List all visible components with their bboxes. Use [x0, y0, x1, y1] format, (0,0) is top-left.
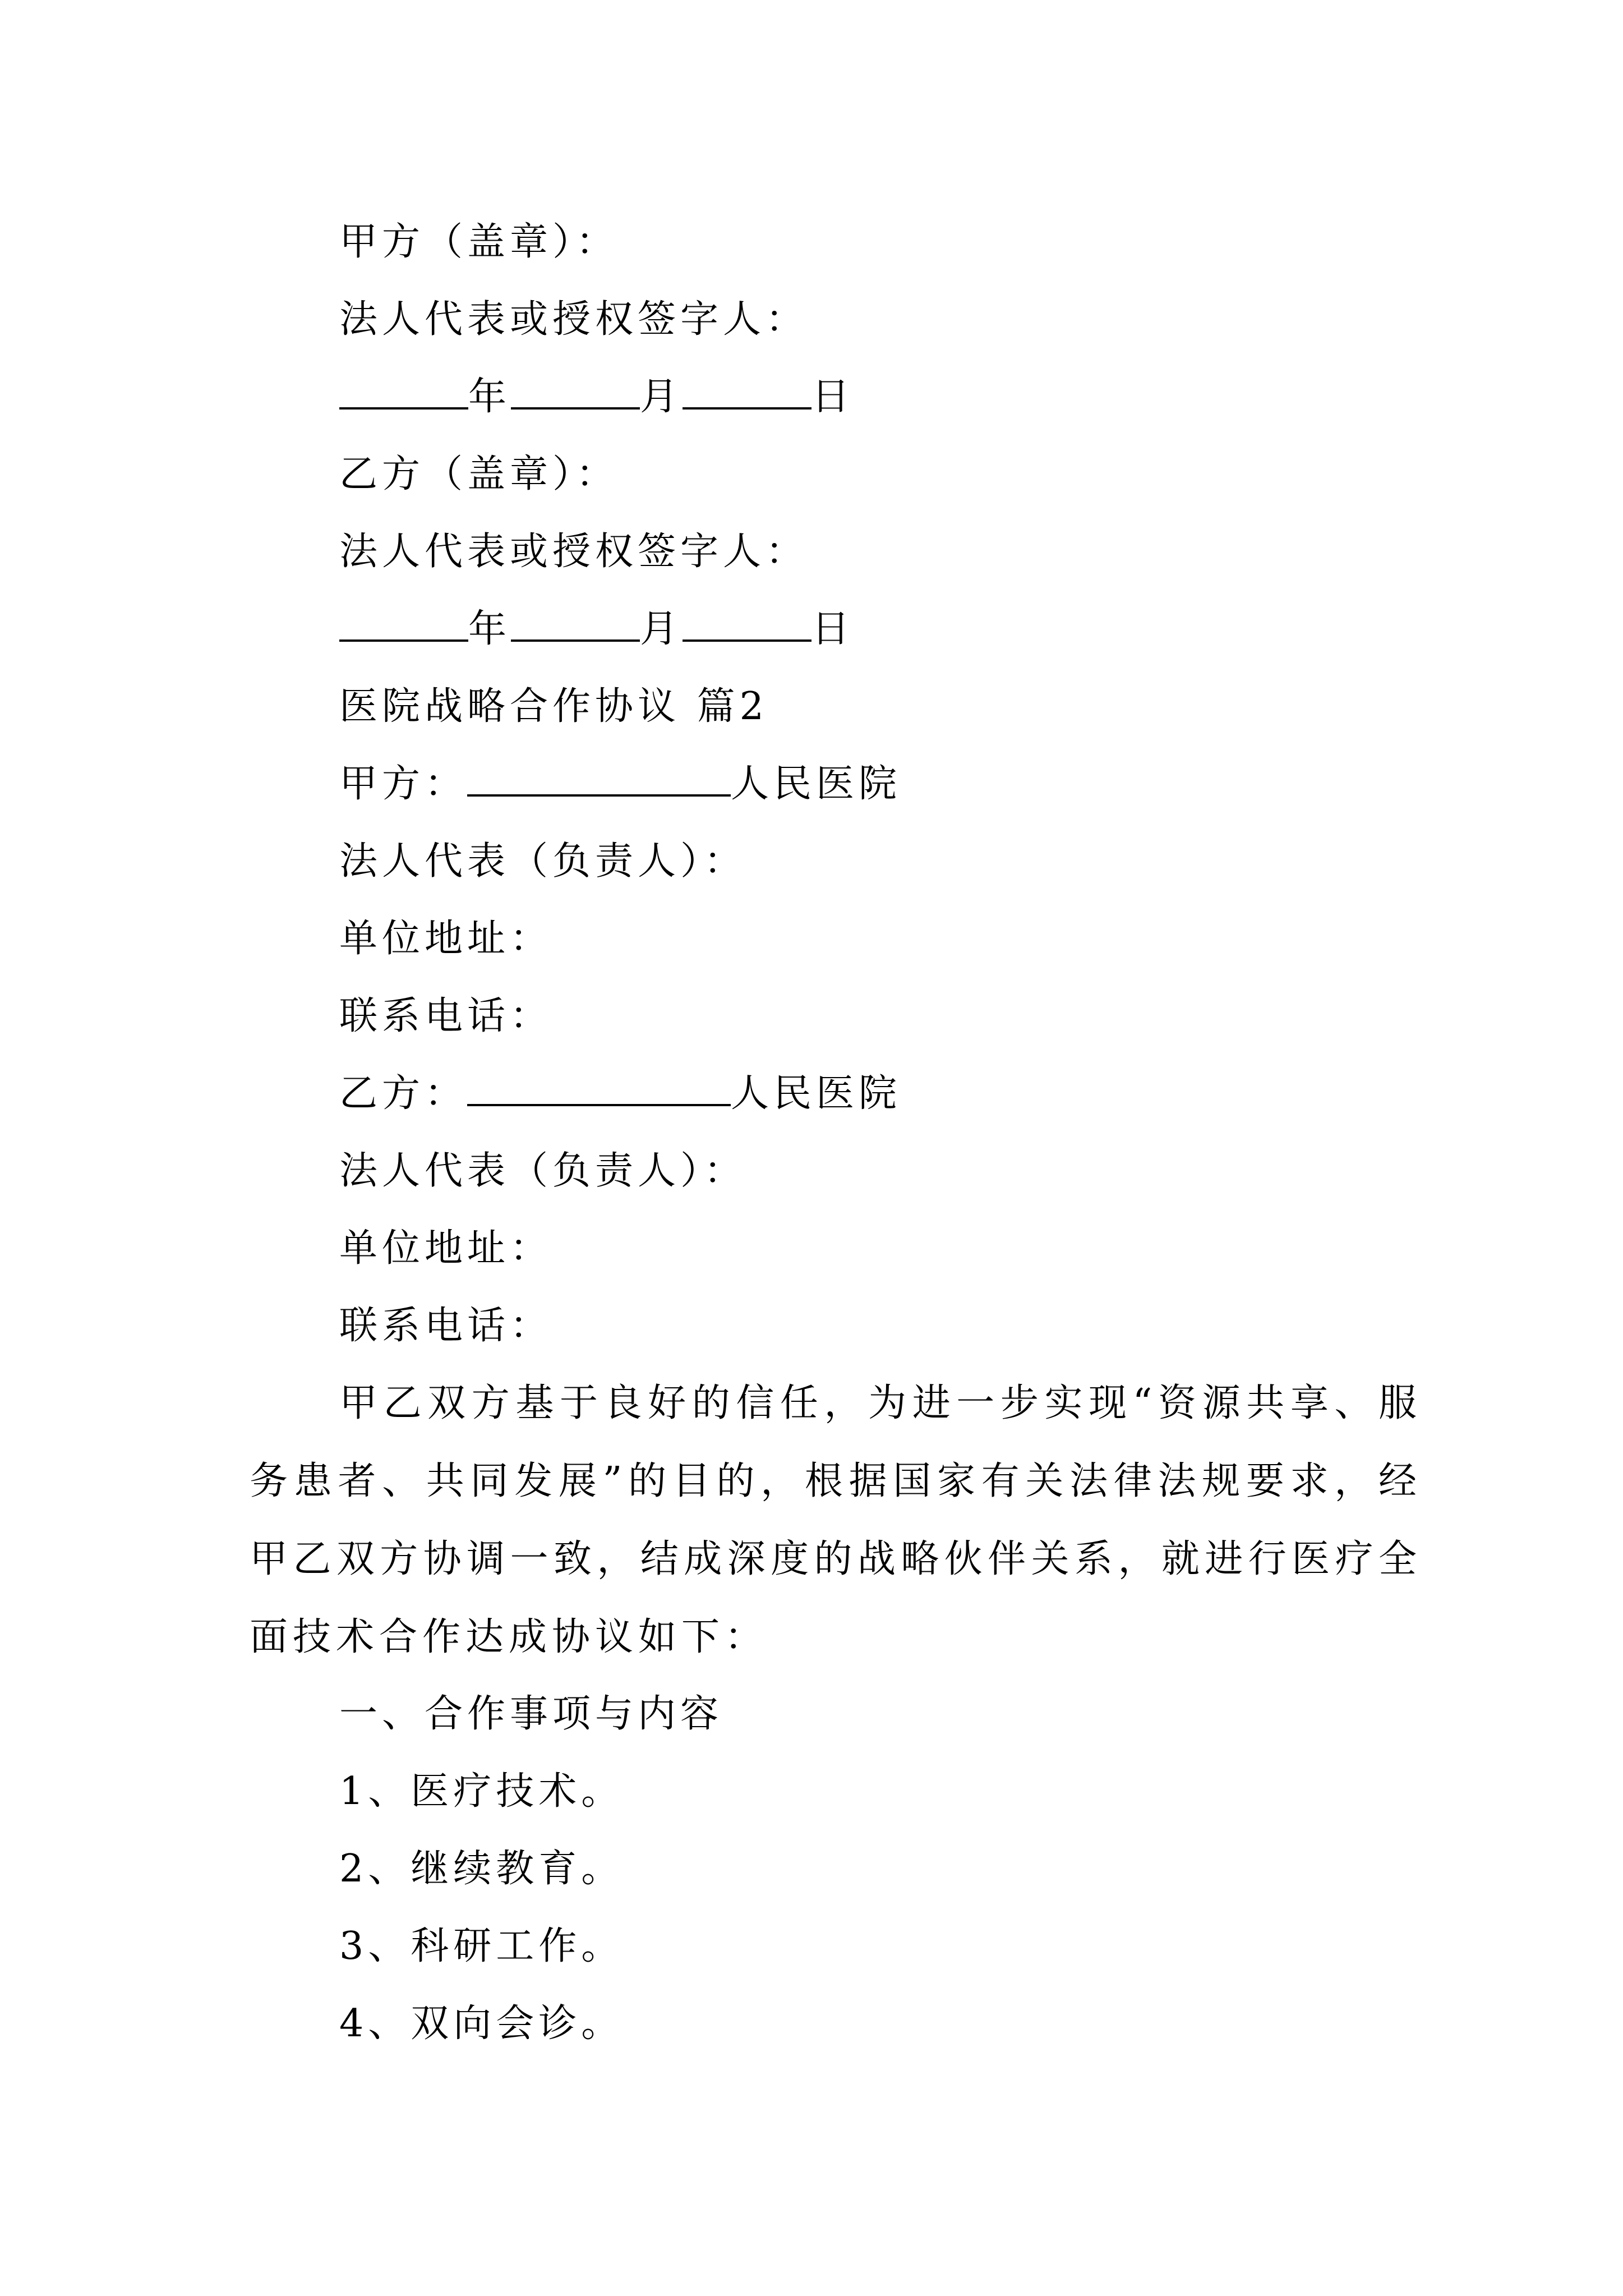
party-a-name-line — [339, 762, 901, 807]
year-label: 年 — [468, 607, 511, 651]
hospital-suffix: 人民医院 — [731, 1071, 902, 1116]
party-b-signatory-label: 法人代表或授权签字人： — [339, 530, 809, 574]
party-a-phone-label: 联系电话： — [339, 994, 553, 1038]
day-blank — [683, 375, 811, 409]
month-label: 月 — [640, 375, 683, 419]
month-blank — [511, 607, 640, 642]
hospital-name-blank — [467, 1071, 731, 1106]
party-a-label: 甲方： — [339, 762, 468, 806]
party-b-label: 乙方： — [339, 1071, 468, 1116]
hospital-name-blank — [467, 762, 731, 797]
party-a-date-line — [339, 375, 854, 420]
month-blank — [511, 375, 640, 409]
party-b-date-line — [339, 607, 854, 652]
list-item: 3、科研工作。 — [339, 1924, 624, 1968]
party-a-rep-label: 法人代表（负责人）： — [339, 839, 747, 884]
day-blank — [683, 607, 811, 642]
month-label: 月 — [640, 607, 683, 651]
party-a-seal-label: 甲方（盖章）： — [339, 220, 619, 264]
list-item: 2、继续教育。 — [339, 1847, 624, 1891]
list-item: 1、医疗技术。 — [339, 1769, 624, 1814]
section-heading: 一、合作事项与内容 — [339, 1692, 723, 1736]
party-b-name-line — [339, 1071, 901, 1116]
year-label: 年 — [468, 375, 511, 419]
party-b-rep-label: 法人代表（负责人）： — [339, 1149, 747, 1193]
party-a-signatory-label: 法人代表或授权签字人： — [339, 297, 809, 342]
year-blank — [339, 607, 468, 642]
hospital-suffix: 人民医院 — [731, 762, 902, 806]
section-title: 医院战略合作协议 篇2 — [339, 684, 768, 729]
party-b-address-label: 单位地址： — [339, 1226, 553, 1271]
day-label: 日 — [811, 607, 855, 651]
party-a-address-label: 单位地址： — [339, 917, 553, 961]
day-label: 日 — [811, 375, 855, 419]
party-b-seal-label: 乙方（盖章）： — [339, 452, 619, 496]
year-blank — [339, 375, 468, 409]
list-item: 4、双向会诊。 — [339, 2001, 624, 2046]
party-b-phone-label: 联系电话： — [339, 1304, 553, 1348]
preamble-paragraph: 甲乙双方基于良好的信任，为进一步实现“资源共享、服务患者、共同发展”的目的，根据国家有关法律法规要求，经甲乙双方协调一致，结成深度的战略伙伴关系，就进行医疗全面技术合作达成协议如下： — [250, 1381, 1422, 1659]
